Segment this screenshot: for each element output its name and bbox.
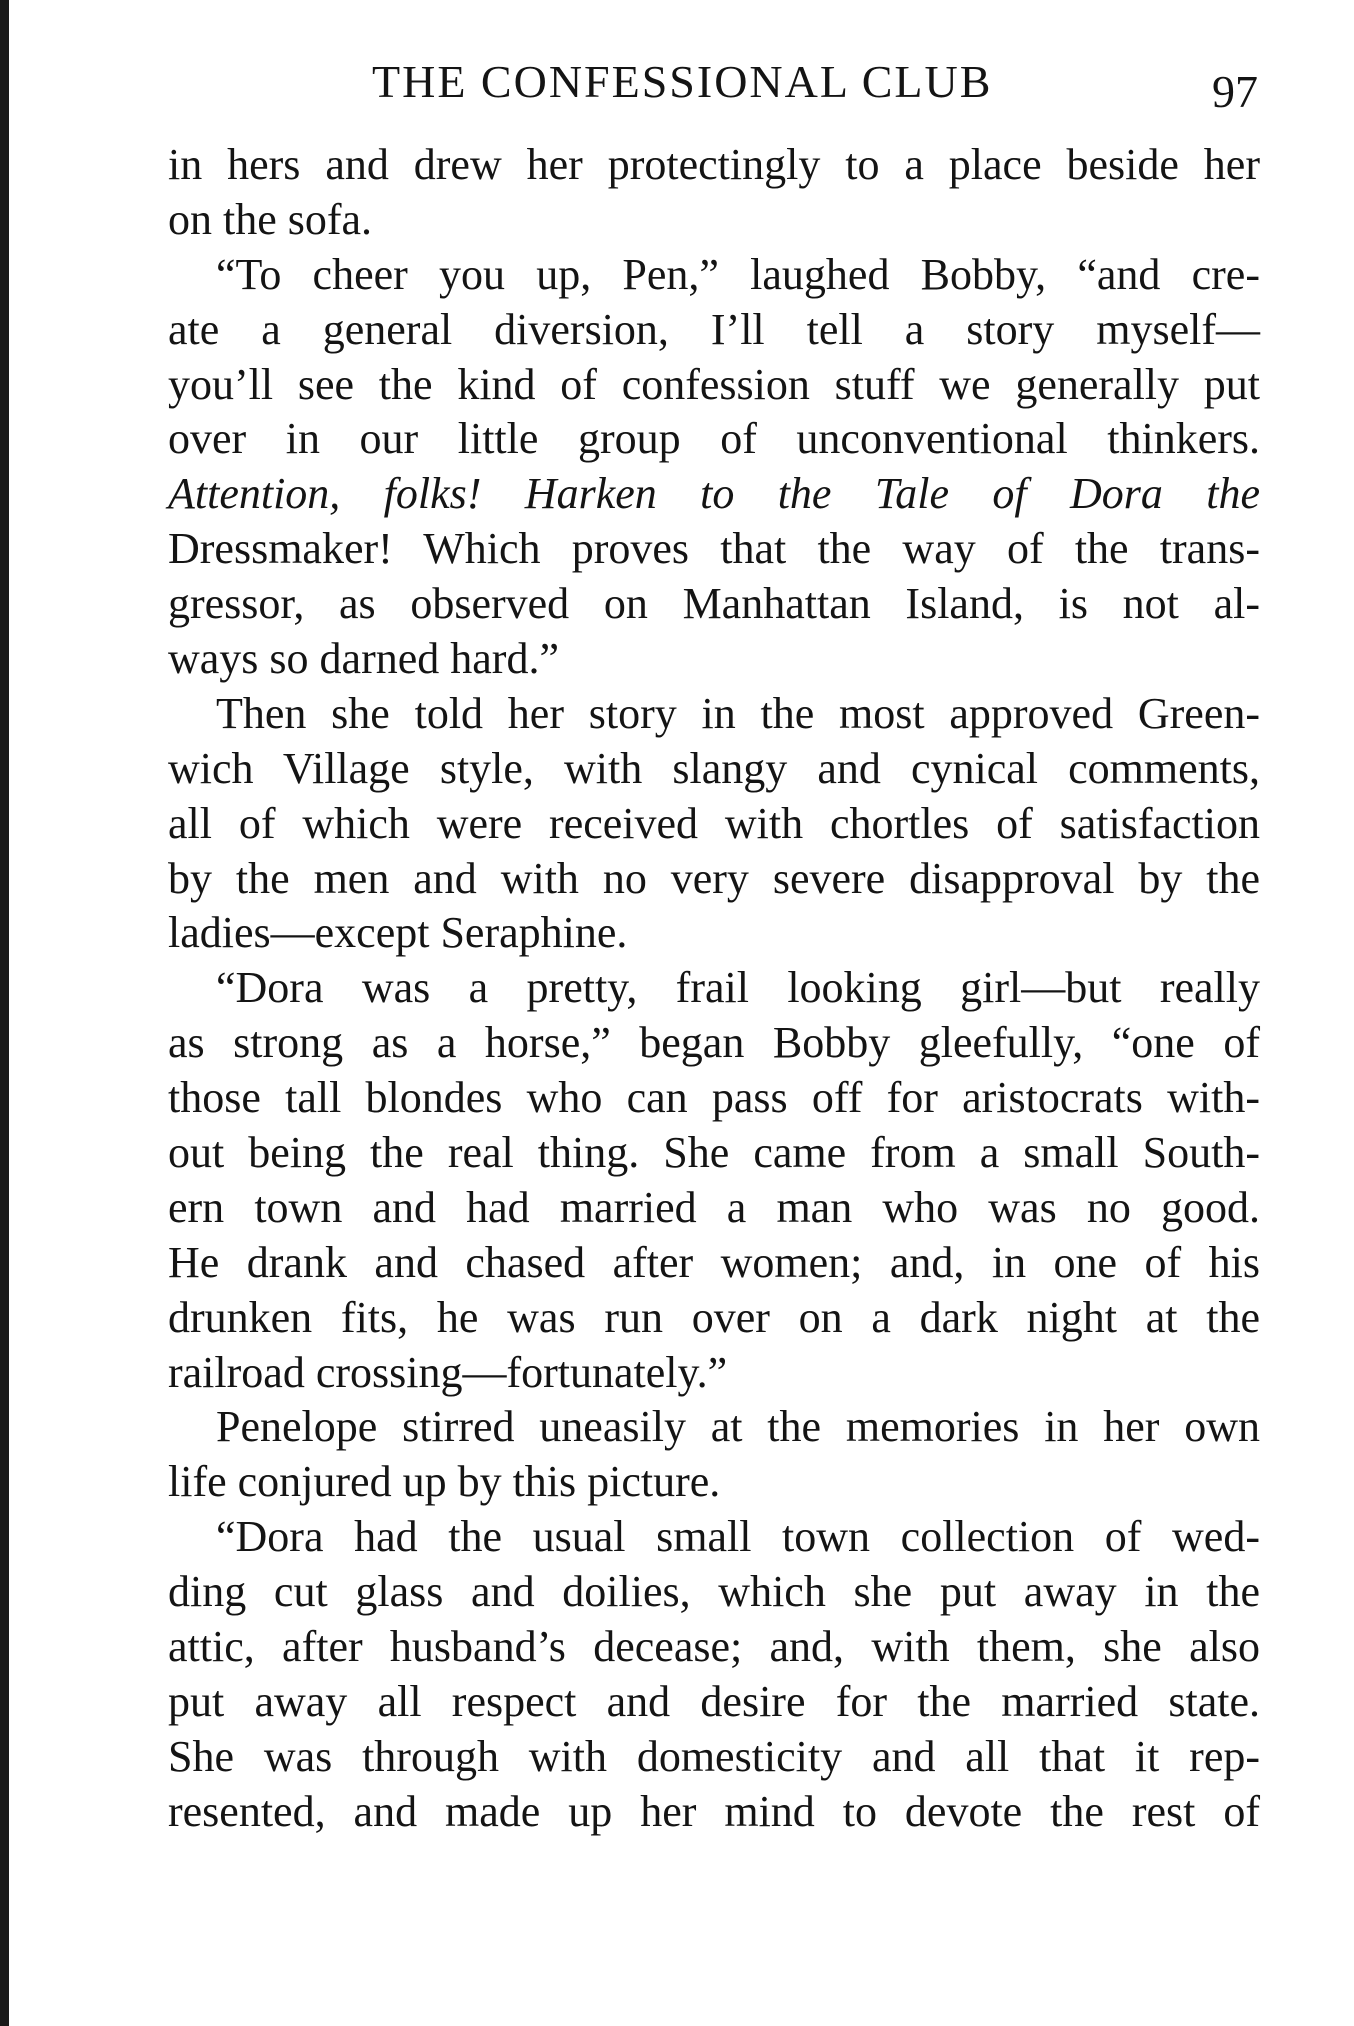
text-line: over in our little group of unconventional thinkers. — [168, 414, 1260, 464]
text-line: in hers and drew her protectingly to a place beside her — [168, 140, 1260, 189]
text-line: by the men and with no very severe disapproval by the — [168, 853, 1260, 903]
text-line: wich Village style, with slangy and cynical comments, — [168, 743, 1260, 793]
text-line: Attention, folks! Harken to the Tale of Dora the — [168, 469, 1260, 519]
text-line: attic, after husband’s decease; and, with them, she also — [168, 1622, 1260, 1672]
running-title: THE CONFESSIONAL CLUB — [372, 56, 993, 107]
text-line: gressor, as observed on Manhattan Island, is not al- — [168, 579, 1260, 629]
text-line: “Dora had the usual small town collection of wed- — [216, 1512, 1260, 1562]
text-line: resented, and made up her mind to devote the rest of — [168, 1786, 1260, 1836]
text-line: He drank and chased after women; and, in one of his — [168, 1237, 1260, 1287]
text-line: those tall blondes who can pass off for aristocrats with- — [168, 1073, 1260, 1123]
text-line: ern town and had married a man who was no good. — [168, 1182, 1260, 1232]
text-line: as strong as a horse,” began Bobby gleefully, “one of — [168, 1018, 1260, 1068]
text-line: drunken fits, he was run over on a dark night at the — [168, 1292, 1260, 1342]
page-binding-edge — [0, 0, 9, 2026]
text-line: you’ll see the kind of confession stuff we generally put — [168, 359, 1260, 409]
text-line: ways so darned hard.” — [168, 634, 559, 684]
text-line: “Dora was a pretty, frail looking girl—but really — [216, 963, 1260, 1013]
text-line: railroad crossing—fortunately.” — [168, 1347, 728, 1397]
body-text — [168, 138, 1260, 1840]
text-line: She was through with domesticity and all that it rep- — [168, 1731, 1260, 1781]
text-line: Dressmaker! Which proves that the way of the trans- — [168, 524, 1260, 574]
text-line: put away all respect and desire for the married state. — [168, 1676, 1260, 1726]
text-line: Then she told her story in the most approved Green- — [216, 688, 1260, 738]
text-line: on the sofa. — [168, 194, 373, 244]
text-line: Penelope stirred uneasily at the memories in her own — [216, 1402, 1260, 1452]
page-number: 97 — [1212, 66, 1258, 117]
text-line: ding cut glass and doilies, which she put away in the — [168, 1567, 1260, 1617]
text-line: ate a general diversion, I’ll tell a story myself— — [168, 304, 1260, 354]
text-line: out being the real thing. She came from a small South- — [168, 1128, 1260, 1178]
text-line: life conjured up by this picture. — [168, 1457, 721, 1507]
text-line: ladies—except Seraphine. — [168, 908, 628, 958]
text-line: all of which were received with chortles of satisfaction — [168, 798, 1260, 848]
text-line: “To cheer you up, Pen,” laughed Bobby, “and cre- — [216, 249, 1260, 299]
